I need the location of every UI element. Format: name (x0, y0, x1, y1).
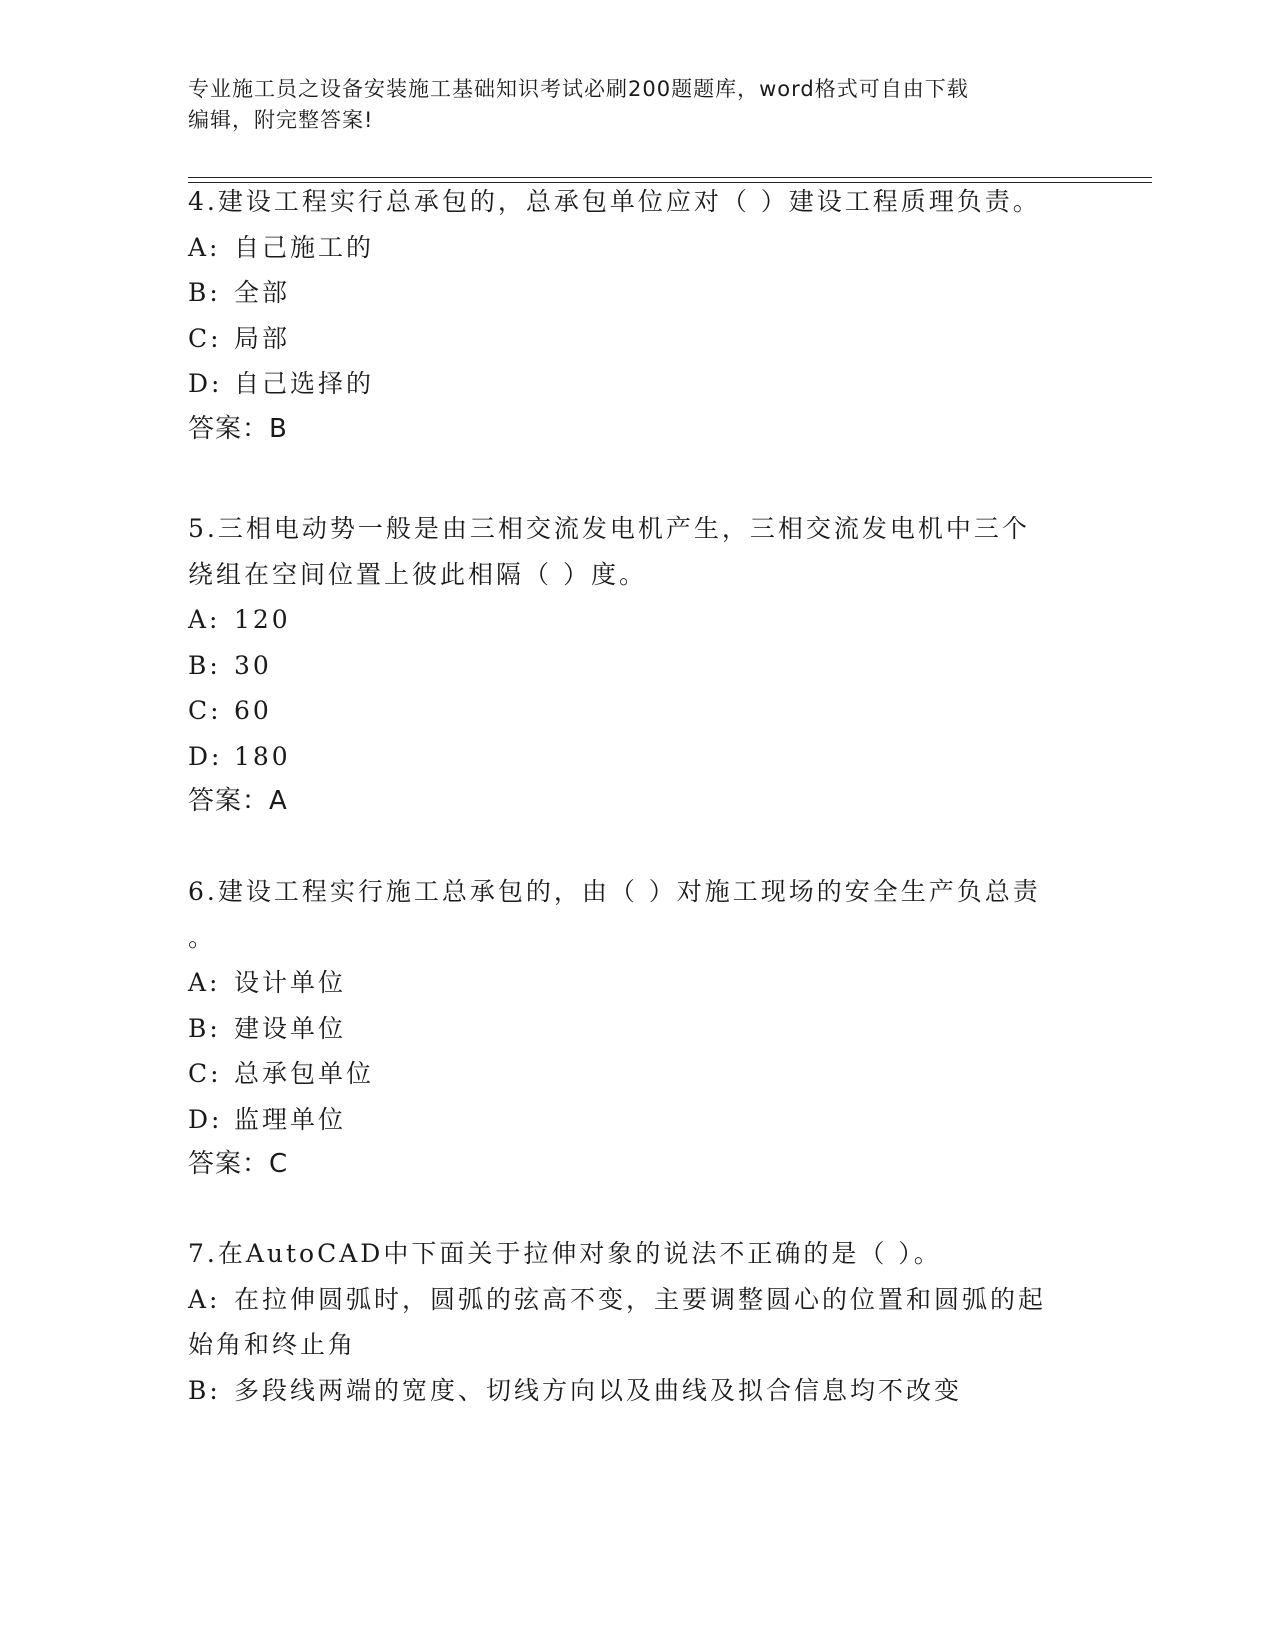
question-7 (188, 1231, 1088, 1413)
option-key: A: (188, 605, 221, 634)
option-text: 总承包单位 (234, 1059, 375, 1088)
option-text: 多段线两端的宽度、切线方向以及曲线及拟合信息均不改变 (234, 1375, 963, 1405)
answer-label: 答案：A (188, 786, 288, 816)
option-c (188, 688, 1088, 734)
option-key: A: (188, 968, 221, 997)
option-b (188, 1006, 1088, 1052)
option-text: 全部 (234, 278, 291, 307)
option-c (188, 1051, 1088, 1097)
option-d (188, 361, 1088, 407)
option-text: 60 (234, 696, 272, 725)
question-6 (188, 869, 1088, 1188)
option-text: 在拉伸圆弧时，圆弧的弦高不变，主要调整圆心的位置和圆弧的起 (234, 1284, 1047, 1314)
option-key: D: (188, 1104, 223, 1134)
question-stem: 5.三相电动势一般是由三相交流发电机产生，三相交流发电机中三个 (188, 514, 1030, 543)
option-key: C: (188, 323, 222, 353)
option-text: 自己选择的 (234, 369, 375, 398)
option-key: B: (188, 1375, 221, 1405)
option-a-cont: 始角和终止角 (188, 1330, 357, 1359)
header-line-1: 专业施工员之设备安装施工基础知识考试必刷200题题库，word格式可自由下载 (188, 77, 969, 101)
answer-label: 答案：C (188, 1149, 289, 1179)
option-a (188, 960, 1088, 1006)
option-b (188, 643, 1088, 689)
option-key: C: (188, 1059, 222, 1088)
option-key: A: (188, 1284, 221, 1314)
header-line-2: 编辑，附完整答案! (188, 108, 374, 132)
option-key: D: (188, 369, 223, 398)
option-key: B: (188, 278, 221, 307)
question-stem: 7.在AutoCAD中下面关于拉伸对象的说法不正确的是（ ）。 (188, 1239, 942, 1268)
option-text: 监理单位 (234, 1104, 347, 1134)
option-text: 120 (234, 605, 291, 634)
option-a (188, 1277, 1088, 1323)
option-text: 建设单位 (234, 1013, 347, 1043)
option-key: D: (188, 741, 223, 771)
option-text: 180 (234, 741, 291, 771)
option-b (188, 270, 1088, 316)
option-text: 设计单位 (234, 968, 347, 997)
option-d (188, 734, 1088, 780)
document-header (188, 74, 1068, 136)
question-stem: 4.建设工程实行总承包的，总承包单位应对（ ）建设工程质理负责。 (188, 187, 1041, 216)
option-c (188, 316, 1088, 362)
answer-label: 答案：B (188, 413, 288, 444)
option-d (188, 1097, 1088, 1143)
question-stem-cont: 。 (188, 922, 217, 952)
question-stem-cont: 绕组在空间位置上彼此相隔（ ）度。 (188, 559, 647, 589)
option-b (188, 1368, 1088, 1414)
option-key: B: (188, 1013, 221, 1043)
option-text: 自己施工的 (234, 232, 375, 262)
option-key: A: (188, 232, 221, 262)
question-4 (188, 179, 1088, 452)
option-key: B: (188, 650, 221, 680)
header-rule-top (188, 177, 1152, 178)
question-stem: 6.建设工程实行施工总承包的，由（ ）对施工现场的安全生产负总责 (188, 877, 1041, 906)
option-a (188, 225, 1088, 271)
question-5 (188, 506, 1088, 825)
option-text: 30 (234, 650, 272, 680)
option-key: C: (188, 696, 222, 725)
option-text: 局部 (234, 323, 291, 353)
option-a (188, 597, 1088, 643)
